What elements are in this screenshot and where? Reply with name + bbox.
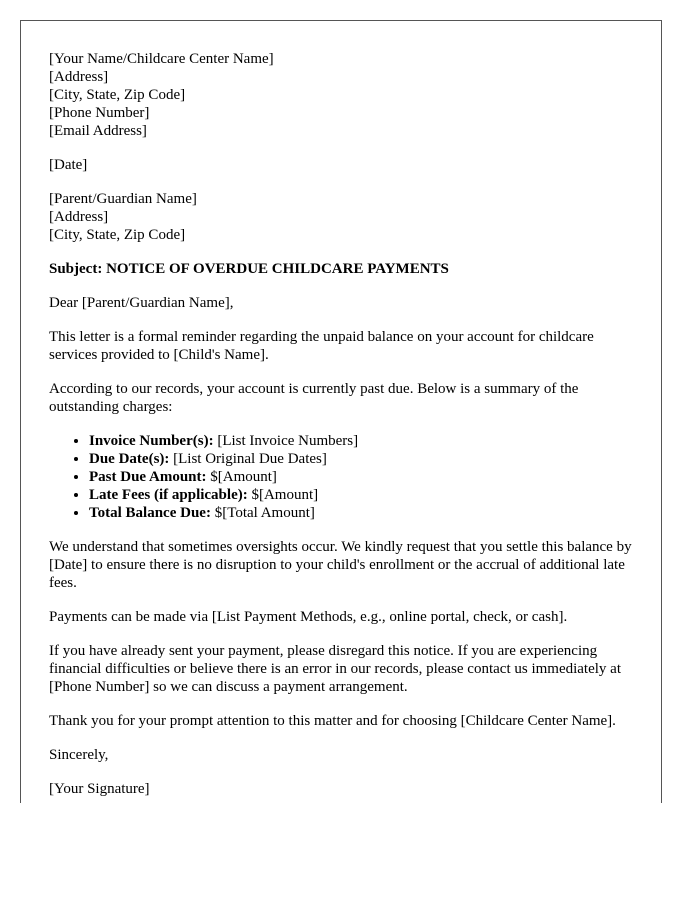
closing: Sincerely, — [49, 747, 109, 763]
request-paragraph: We understand that sometimes oversights occur. We kindly request that you settle this balance by [Date] to ensure there is no disruption to your child's enrollment or the accrual of additional late fees. — [49, 539, 632, 591]
list-item — [89, 468, 641, 486]
salutation: Dear [Parent/Guardian Name], — [49, 295, 234, 311]
recipient-block — [49, 190, 641, 244]
sender-address: [Address] — [49, 69, 109, 85]
summary-value: $[Total Amount] — [210, 505, 315, 521]
signature: [Your Signature] — [49, 781, 150, 797]
date-block — [49, 156, 641, 174]
list-item — [89, 486, 641, 504]
records-paragraph: According to our records, your account is currently past due. Below is a summary of the outstanding charges: — [49, 381, 579, 415]
thanks-paragraph: Thank you for your prompt attention to this matter and for choosing [Childcare Center Name]. — [49, 713, 616, 729]
summary-label: Past Due Amount: — [89, 469, 207, 485]
summary-label: Total Balance Due: — [89, 505, 211, 521]
sender-block — [49, 50, 641, 140]
payment-methods-paragraph: Payments can be made via [List Payment Methods, e.g., online portal, check, or cash]. — [49, 609, 568, 625]
sender-email: [Email Address] — [49, 123, 147, 139]
summary-value: $[Amount] — [247, 487, 319, 503]
summary-value: $[Amount] — [206, 469, 277, 485]
list-item — [89, 432, 641, 450]
list-item — [89, 504, 641, 522]
recipient-name: [Parent/Guardian Name] — [49, 191, 197, 207]
subject-label: Subject: — [49, 261, 103, 277]
summary-label: Invoice Number(s): — [89, 433, 214, 449]
sender-name: [Your Name/Childcare Center Name] — [49, 51, 274, 67]
summary-value: [List Invoice Numbers] — [213, 433, 359, 449]
summary-value: [List Original Due Dates] — [169, 451, 327, 467]
subject-line — [49, 260, 641, 278]
sender-city-state-zip: [City, State, Zip Code] — [49, 87, 186, 103]
recipient-address: [Address] — [49, 209, 109, 225]
recipient-city-state-zip: [City, State, Zip Code] — [49, 227, 186, 243]
summary-label: Due Date(s): — [89, 451, 170, 467]
letter-content — [21, 21, 641, 798]
intro-paragraph: This letter is a formal reminder regarding the unpaid balance on your account for childcare services provided to [Child's Name]. — [49, 329, 594, 363]
letter-page — [20, 20, 662, 803]
sender-phone: [Phone Number] — [49, 105, 150, 121]
subject-text: NOTICE OF OVERDUE CHILDCARE PAYMENTS — [106, 261, 449, 277]
charges-summary-list — [49, 432, 641, 522]
letter-date: [Date] — [49, 157, 88, 173]
disregard-paragraph: If you have already sent your payment, please disregard this notice. If you are experiencing financial difficulties or believe there is an error in our records, please contact us immediately at [Phone Number] so we can discuss a payment arrangement. — [49, 643, 621, 695]
list-item — [89, 450, 641, 468]
summary-label: Late Fees (if applicable): — [89, 487, 248, 503]
